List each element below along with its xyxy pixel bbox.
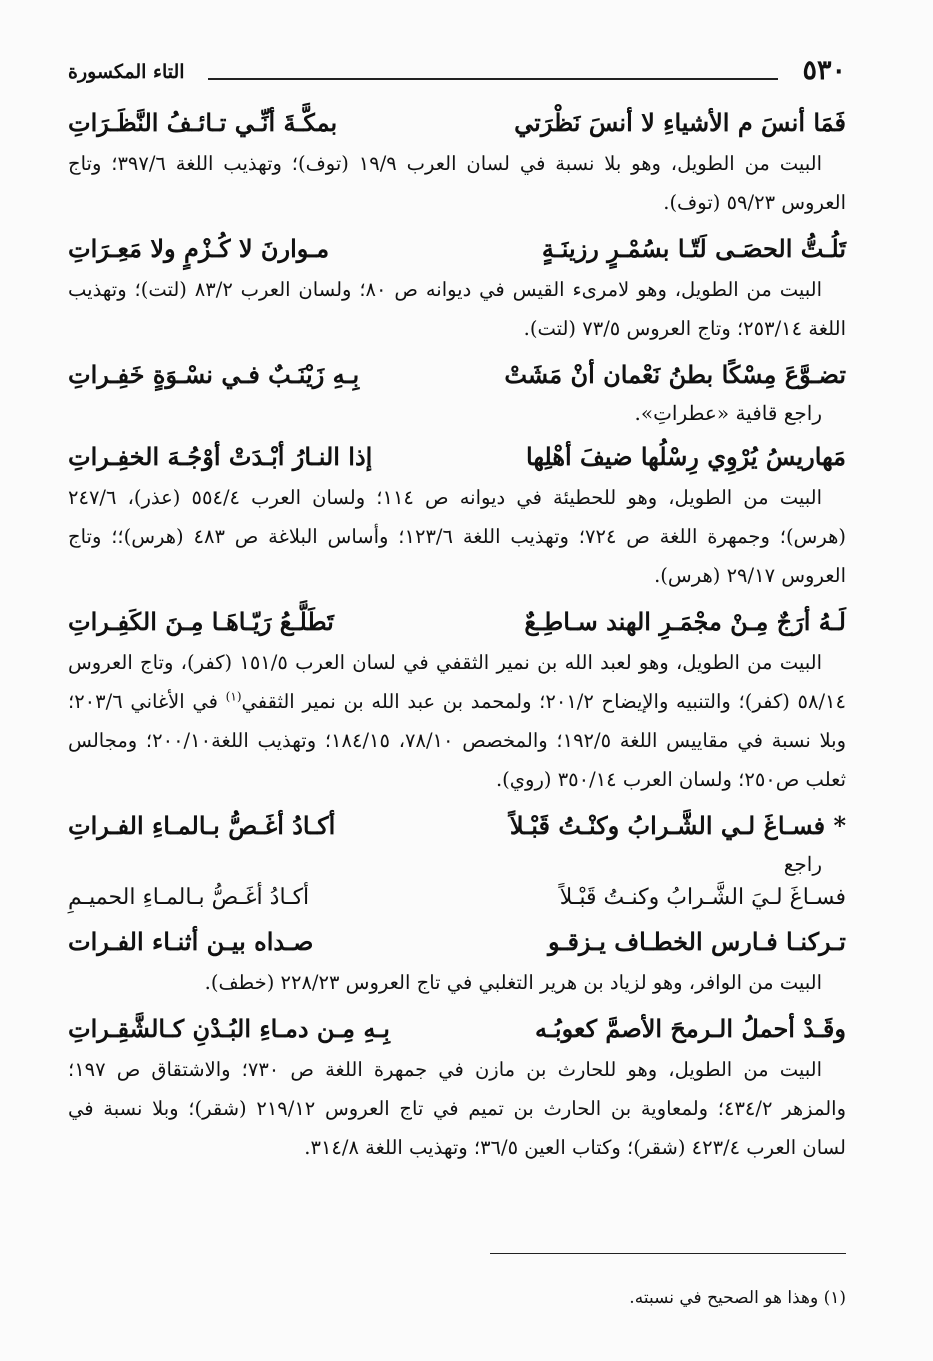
book-page [68,54,846,1171]
verse-first-hemistich: تضـوَّعَ مِسْكًا بطنُ نَعْمان أنْ مَشَتْ [504,360,846,389]
footnote-rule [490,1253,846,1254]
verse-second-hemistich: إذا النـارُ أبْـدَتْ أوْجُـهَ الخفِـراتِ [68,442,373,471]
verse [68,232,846,266]
commentary-text: في الأغاني ٢٠٣/٦؛ وبلا نسبة في مقاييس اللغة ١٩٢/٥؛ والمخصص ٧٨/١٠، ١٨٤/١٥؛ وتهذيب اللغة٢٠٠/١٠؛ ومجالس ثعلب ص٢٥٠؛ ولسان العرب ٣٥٠/١٤ (روي). [68,690,846,791]
verse-commentary: البيت من الطويل، وهو للحارث بن مازن في جمهرة اللغة ص ٧٣٠؛ والاشتقاق ص ١٩٧؛ والمزهر ٤٣٤/٢؛ ولمعاوية بن الحارث بن تميم في تاج العروس ٢١٩/١٢ (شقر)؛ وبلا نسبة في لسان العرب ٤٢٣/٤ (شقر)؛ وكتاب العين ٣٦/٥؛ وتهذيب اللغة ٣١٤/٨. [68,1058,846,1159]
verse-second-hemistich: بمكَّـةَ أنِّـي تـائـفُ النَّظَـرَاتِ [68,108,338,137]
page-header [68,54,846,96]
verse-first-hemistich: فَمَا أنسَ م الأشياءِ لا أنسَ نَظْرَتي [514,108,846,137]
verse-first-hemistich: مَهاريسُ يُرْوِي رِسْلُها ضيفَ أهْلِها [526,442,846,471]
verse-second-hemistich: تَطَلَّـعُ رَيّـاهَـا مِـنَ الكَفِـراتِ [68,607,334,636]
page-number: ٥٣٠ [802,55,846,86]
verse-first-hemistich: وقَـدْ أحملُ الـرمحَ الأصمَّ كعوبُـه [535,1014,846,1043]
verse [68,358,846,392]
footnote: (١) وهذا هو الصحيح في نسبته. [629,1288,846,1308]
verse [68,605,846,639]
verse-first-hemistich: تـركنـا فـارس الخطـاف يـزقـو [548,927,846,956]
verse [68,440,846,474]
commentary-text: البيت من الطويل، وهو لعبد الله بن نمير الثقفي في لسان العرب ١٥١/٥ (كفر)، وتاج العروس ٥٨/١٤ (كفر)؛ والتنبيه والإيضاح ٢٠١/٢؛ ولمحمد بن عبد الله بن نمير الثقفي [68,651,846,713]
cross-reference: راجع [783,852,822,876]
verse-commentary: البيت من الطويل، وهو للحطيئة في ديوانه ص ١١٤؛ ولسان العرب ٥٥٤/٤ (عذر)، ٢٤٧/٦ (هرس)؛ وجمهرة اللغة ص ٧٢٤؛ وتهذيب اللغة ١٢٣/٦؛ وأساس البلاغة ص ٤٨٣ (هرس)؛؛ وتاج العروس ٢٩/١٧ (هرس). [68,486,846,587]
footnote-marker: (١) [225,689,242,704]
verse-second-hemistich: بِـهِ زَيْنَـبٌ فـي نسْـوَةٍ خَفِـراتِ [68,360,360,389]
verse-second-hemistich: أكـادُ أغَـصُّ بـالمـاءِ الفـراتِ [68,811,336,840]
variant-verse [68,881,846,915]
verse-second-hemistich: صـداه بيـن أثنـاء الفـرات [68,927,314,956]
verse-first-hemistich: فسـاغَ لـيَ الشَّـرابُ وكنـتُ قَبْـلاً [559,885,846,910]
verse-first-hemistich: لَـهُ أرَجٌ مِـنْ مجْمَـرِ الهند سـاطِـعٌ [524,607,846,636]
verse-second-hemistich: مـوارنَ لا كُـزْمٍ ولا مَعِـرَاتِ [68,234,330,263]
verse-commentary [68,643,846,799]
verse [68,925,846,959]
verse-second-hemistich: بِـهِ مِـن دمـاءِ البُـدْنِ كـالشَّقِـراتِ [68,1014,390,1043]
running-title: التاء المكسورة [68,61,185,83]
verse-commentary: البيت من الوافر، وهو لزياد بن هرير التغلبي في تاج العروس ٢٢٨/٢٣ (خطف). [204,971,822,994]
verse-first-hemistich: * فسـاغَ لـي الشَّـرابُ وكنْـتُ قَبْـلاً [509,811,846,840]
verse [68,106,846,140]
verse [68,809,846,843]
verse [68,1012,846,1046]
verse-second-hemistich: أكـادُ أغَـصُّ بـالمـاءِ الحميـمِ [68,885,310,910]
verse-commentary: البيت من الطويل، وهو بلا نسبة في لسان العرب ١٩/٩ (توف)؛ وتهذيب اللغة ٣٩٧/٦؛ وتاج العروس ٥٩/٢٣ (توف). [68,152,846,214]
cross-reference: راجع قافية «عطراتِ». [634,401,822,425]
verse-commentary: البيت من الطويل، وهو لامرىء القيس في ديوانه ص ٨٠؛ ولسان العرب ٨٣/٢ (لتت)؛ وتهذيب اللغة ٢٥٣/١٤؛ وتاج العروس ٧٣/٥ (لتت). [68,278,846,340]
header-rule [208,78,778,80]
verse-first-hemistich: تَلُـتُّ الحصَـى لَتّـا بسُمْـرٍ رزينَـةٍ [541,234,846,263]
